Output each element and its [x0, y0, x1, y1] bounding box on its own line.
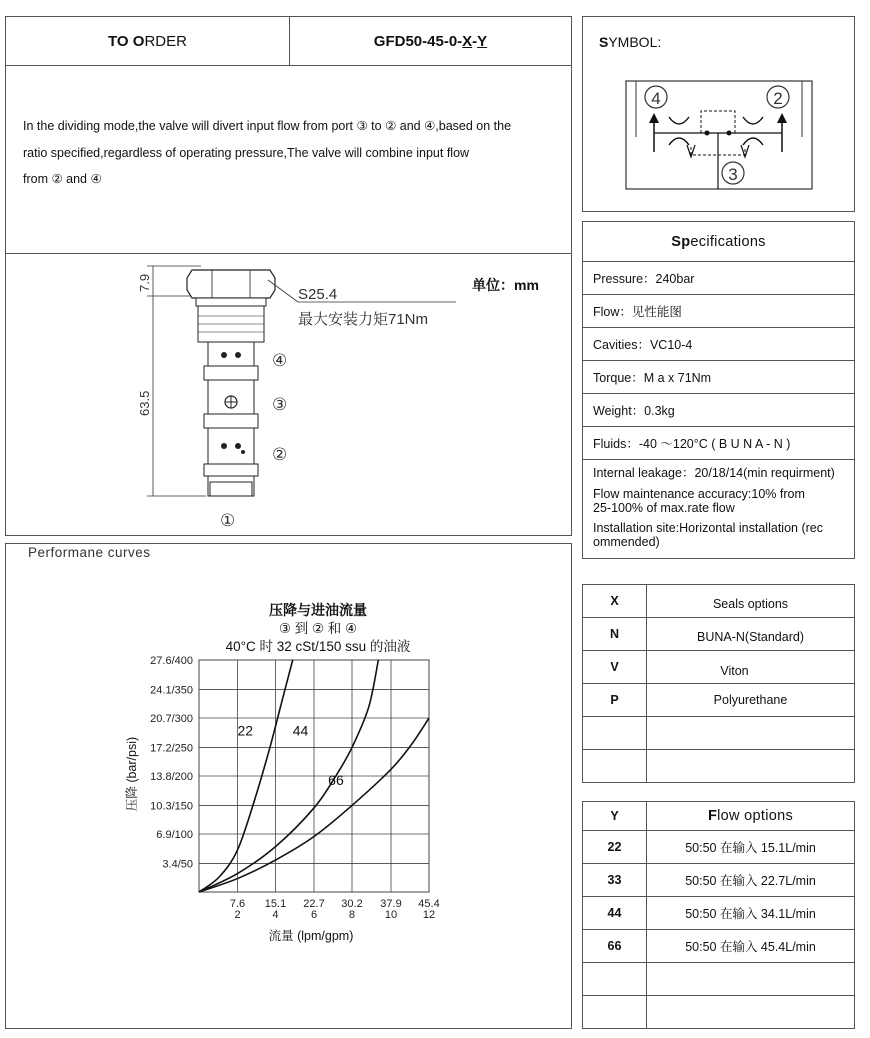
port-label-3: ③ [272, 395, 288, 414]
flow-row [583, 864, 855, 897]
symbol-port-3: 3 [728, 165, 738, 184]
x-tick-label-lpm: 45.4 [418, 898, 440, 910]
seals-label: BUNA-N(Standard) [647, 618, 855, 651]
x-tick-label-lpm: 22.7 [303, 898, 325, 910]
model-x: X [462, 32, 473, 50]
spec-row-flow: Flow：见性能图 [583, 294, 854, 327]
spec-note-leakage: Internal leakage：20/18/14(min requirment) [593, 466, 835, 480]
flow-header [583, 802, 855, 831]
order-header [5, 16, 572, 66]
flow-options-table [582, 801, 855, 1029]
performance-chart [6, 544, 571, 1028]
symbol-box [582, 16, 855, 212]
spec-row-cavities: Cavities：VC10-4 [583, 327, 854, 360]
dim-body-text: 63.5 [137, 390, 152, 416]
model-code [290, 17, 571, 65]
chart-subtitle-2: 40°C 时 32 cSt/150 ssu 的油液 [225, 639, 411, 654]
flow-row-empty [583, 963, 855, 996]
to-order-bold: TO O [108, 32, 145, 50]
series-label-66: 66 [328, 772, 344, 789]
y-tick-label: 6.9/100 [156, 829, 193, 841]
flow-label: 50:50 在输入 15.1L/min [647, 831, 855, 864]
spec-note-install-1: Installation site:Horizontal installation (rec [593, 520, 823, 535]
y-tick-label: 13.8/200 [150, 771, 193, 783]
port-label-2: ② [272, 445, 288, 464]
symbol-port-4: 4 [651, 89, 661, 108]
seals-header-key: X [583, 585, 647, 618]
seals-row [583, 651, 855, 684]
x-tick-label-lpm: 30.2 [341, 898, 363, 910]
seals-header-label: Seals options [647, 585, 855, 618]
seals-key: P [583, 684, 647, 717]
spec-note-accuracy-1: Flow maintenance accuracy:10% from [593, 486, 805, 501]
flow-key: 66 [583, 930, 647, 963]
seals-row-empty [583, 750, 855, 783]
spec-notes [583, 459, 854, 558]
flow-header-label [647, 802, 855, 831]
port-label-1: ① [220, 511, 236, 530]
flow-label: 50:50 在输入 22.7L/min [647, 864, 855, 897]
x-tick-label-gpm: 2 [234, 909, 241, 921]
flow-label: 50:50 在输入 45.4L/min [647, 930, 855, 963]
model-sep: - [472, 32, 478, 50]
spec-row-torque: Torque：M a x 71Nm [583, 360, 854, 393]
chart-ticks [150, 655, 440, 921]
performance-title: Performane curves [28, 545, 151, 560]
x-tick-label-lpm: 15.1 [264, 898, 287, 910]
description-box [5, 65, 572, 254]
valve-drawing [6, 254, 571, 535]
series-label-44: 44 [292, 722, 309, 739]
x-tick-label-gpm: 4 [272, 909, 279, 921]
chart-ylabel: 压降 (bar/psi) [125, 736, 139, 812]
drawing-box [5, 253, 572, 536]
spec-row-fluids: Fluids：-40 ～120°C ( B U N A - N ) [583, 426, 854, 459]
symbol-title-bold: S [599, 34, 609, 50]
flow-row [583, 930, 855, 963]
flow-row [583, 831, 855, 864]
seals-key: V [583, 651, 647, 684]
to-order-rest: RDER [144, 32, 187, 50]
chart-xlabel: 流量 (lpm/gpm) [268, 929, 354, 943]
seals-key: N [583, 618, 647, 651]
x-tick-label-gpm: 10 [384, 909, 398, 921]
y-tick-label: 3.4/50 [162, 858, 193, 871]
performance-box [5, 543, 572, 1029]
x-tick-label-gpm: 12 [422, 909, 436, 921]
dim-top-text: 7.9 [137, 273, 152, 292]
hydraulic-symbol [583, 17, 854, 211]
port-label-4: ④ [272, 351, 288, 370]
flow-key: 22 [583, 831, 647, 864]
spec-row-weight: Weight：0.3kg [583, 393, 854, 426]
spec-row-pressure: Pressure：240bar [583, 261, 854, 294]
x-tick-label-gpm: 6 [310, 909, 318, 921]
to-order-cell [6, 17, 289, 65]
y-tick-label: 27.6/400 [150, 655, 193, 667]
seals-table [582, 584, 855, 783]
description-line: ratio specified,regardless of operating pressure,The valve will combine input flow [23, 145, 470, 160]
model-y: Y [477, 32, 488, 50]
chart-title: 压降与进油流量 [269, 602, 367, 618]
torque-note-text: 最大安装力矩71Nm [298, 311, 429, 328]
seals-label: Viton [647, 651, 855, 684]
seals-row-empty [583, 717, 855, 750]
specifications-title [583, 222, 854, 261]
hex-size-text: S25.4 [298, 286, 338, 303]
description-text [23, 113, 563, 193]
x-tick-label-lpm: 7.6 [229, 898, 246, 910]
flow-key: 44 [583, 897, 647, 930]
seals-header [583, 585, 855, 618]
specifications-title-rest: ecifications [690, 233, 766, 250]
y-tick-label: 10.3/150 [150, 800, 193, 813]
x-tick-label-gpm: 8 [348, 909, 356, 921]
symbol-title-rest: YMBOL: [608, 34, 662, 50]
flow-label: 50:50 在输入 34.1L/min [647, 897, 855, 930]
specifications-title-bold: Sp [671, 233, 691, 250]
flow-row [583, 897, 855, 930]
flow-header-key: Y [583, 802, 647, 831]
symbol-port-2: 2 [773, 89, 783, 108]
specifications-box [582, 221, 855, 559]
flow-header-label-rest: low options [717, 808, 793, 824]
y-tick-label: 20.7/300 [150, 713, 193, 725]
series-label-22: 22 [237, 722, 254, 739]
x-tick-label-lpm: 37.9 [380, 898, 402, 910]
flow-row-empty [583, 996, 855, 1029]
y-tick-label: 17.2/250 [150, 742, 193, 755]
seals-row [583, 684, 855, 717]
flow-header-label-bold: F [707, 808, 718, 824]
chart-subtitle-1: ③ 到 ② 和 ④ [278, 621, 358, 636]
flow-key: 33 [583, 864, 647, 897]
model-prefix: GFD50-45-0- [373, 32, 463, 50]
description-line: In the dividing mode,the valve will divert input flow from port ③ to ② and ④,based on the [23, 119, 512, 133]
spec-note-accuracy-2: 25-100% of max.rate flow [593, 501, 735, 515]
seals-row [583, 618, 855, 651]
unit-label: 单位：mm [472, 277, 539, 293]
description-line: from ② and ④ [23, 172, 102, 186]
spec-note-install-2: ommended) [593, 535, 660, 549]
seals-label: Polyurethane [647, 684, 855, 717]
y-tick-label: 24.1/350 [150, 684, 193, 697]
